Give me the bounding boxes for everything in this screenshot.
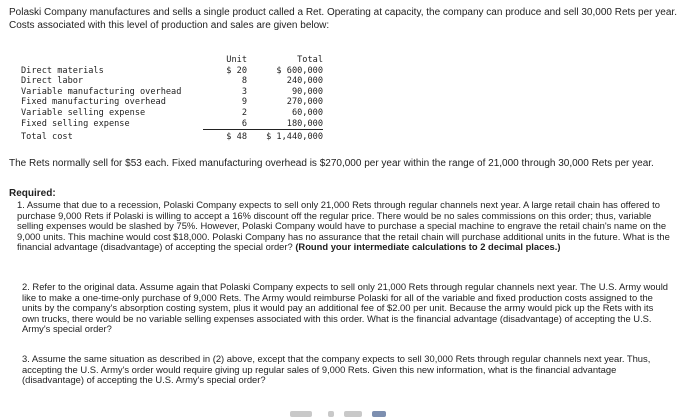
cost-row-label: Direct materials <box>21 65 104 76</box>
cost-row-total: 60,000 <box>291 107 323 118</box>
requirement-3: 3. Assume the same situation as described in (2) above, except that the company expects to sell 30,000 Rets through regular channels next year. Thus, accepting the U.S. Army's order would require giving up regular sales of 9,000 Rets. Given this new information, what is the financial advantage (disadvantage) of accepting the U.S. Army's special order? <box>22 353 651 386</box>
cost-row-label: Variable selling expense <box>21 107 146 118</box>
total-cost-label: Total cost <box>21 131 73 142</box>
cost-row-label: Fixed manufacturing overhead <box>21 97 166 108</box>
cost-row-label: Variable manufacturing overhead <box>21 86 182 97</box>
cost-row <box>21 66 323 77</box>
total-cost-total: $ 1,440,000 <box>257 130 323 143</box>
cropped-toolbar-strip <box>280 408 440 417</box>
selling-price-note: The Rets normally sell for $53 each. Fixed manufacturing overhead is $270,000 per year within the range of 21,000 through 30,000 Rets per year. <box>9 158 654 169</box>
requirement-1-text: 1. Assume that due to a recession, Polaski Company expects to sell only 21,000 Rets through regular channels next year. A large retail chain has offered to purchase 9,000 Rets if Polaski is willing to accept a 16% discount off the regular price. There would be no sales commissions on this order; thus, variable selling expenses would be slashed by 75%. However, Polaski Company would have to purchase a special machine to engrave the retail chain's name on the 9,000 units. This machine would cost $18,000. Polaski Company has no assurance that the retail chain will purchase additional units in the future. What is the financial advantage (disadvantage) of accepting the special order? <box>17 199 670 253</box>
unit-header: Unit <box>226 55 247 65</box>
cost-row <box>21 76 323 87</box>
total-header: Total <box>297 55 323 65</box>
cost-row-unit: 9 <box>241 97 247 108</box>
cost-row-label: Fixed selling expense <box>21 118 130 129</box>
cost-row <box>21 119 323 130</box>
cost-row <box>21 97 323 108</box>
cost-row-label: Direct labor <box>21 76 84 87</box>
cost-row-unit: 3 <box>241 86 247 97</box>
cost-table-header <box>21 55 323 66</box>
cost-row <box>21 87 323 98</box>
cost-row-unit: $ 20 <box>226 65 247 76</box>
problem-intro: Polaski Company manufactures and sells a single product called a Ret. Operating at capacity, the company can produce and sell 30,000 Rets per year. Costs associated with this level of production and sales are given below: <box>9 7 677 31</box>
cost-table <box>21 55 323 143</box>
cost-row <box>21 108 323 119</box>
cost-row-total: 180,000 <box>286 118 323 129</box>
cost-row-unit: 8 <box>241 76 247 87</box>
cost-row-total: 240,000 <box>286 76 323 87</box>
total-cost-unit: $ 48 <box>203 130 257 143</box>
cost-row-total: 90,000 <box>291 86 323 97</box>
cost-row-total: 270,000 <box>286 97 323 108</box>
rounding-instruction: (Round your intermediate calculations to 2 decimal places.) <box>295 241 561 253</box>
requirement-1 <box>17 200 677 253</box>
cost-row-unit: 6 <box>241 118 247 129</box>
total-cost-row <box>21 130 323 143</box>
cost-row-unit: 2 <box>241 107 247 118</box>
requirement-2: 2. Refer to the original data. Assume again that Polaski Company expects to sell only 21,000 Rets through regular channels next year. The U.S. Army would like to make a one-time-only purchase of 9,000 Rets. The Army would reimburse Polaski for all of the variable and fixed production costs assigned to the units by the company's absorption costing system, plus it would pay an additional fee of $2.00 per unit. Because the army would pick up the Rets with its own trucks, there would be no variable selling expenses associated with this order. What is the financial advantage (disadvantage) of accepting the U.S. Army's special order? <box>22 281 669 335</box>
required-heading: Required: <box>9 188 56 199</box>
cost-row-total: $ 600,000 <box>276 65 323 76</box>
